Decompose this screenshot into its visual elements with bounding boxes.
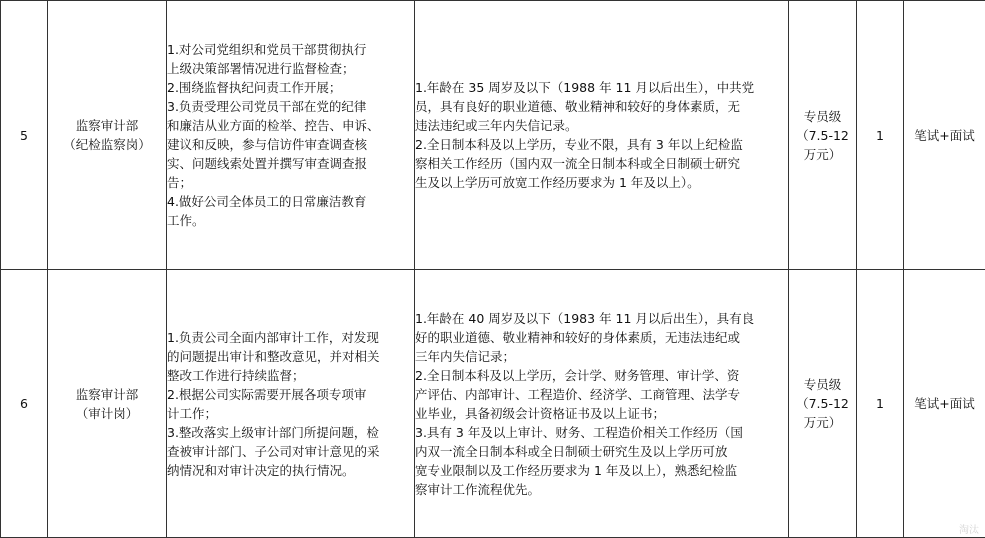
department-cell-line: 监察审计部 [48, 385, 166, 404]
method-cell: 笔试+面试 [904, 270, 985, 538]
requirements-cell-line: 2.全日制本科及以上学历，会计学、财务管理、审计学、资 [415, 366, 788, 385]
duties-cell-line: 2.根据公司实际需要开展各项专项审 [167, 385, 414, 404]
watermark: 淘汰 [959, 521, 979, 536]
duties-cell-line: 和廉洁从业方面的检举、控告、申诉、 [167, 116, 414, 135]
table-row [1, 1, 985, 270]
requirements-cell-line: 生及以上学历可放宽工作经历要求为 1 年及以上）。 [415, 173, 788, 192]
requirements-cell-line: 业毕业，具备初级会计资格证书及以上证书； [415, 404, 788, 423]
headcount-cell: 1 [857, 270, 904, 538]
requirements-cell-line: 1.年龄在 35 周岁及以下（1988 年 11 月以后出生），中共党 [415, 78, 788, 97]
duties-cell-line: 工作。 [167, 211, 414, 230]
department-cell-line: 监察审计部 [48, 116, 166, 135]
duties-cell [167, 270, 415, 538]
requirements-cell-line: 2.全日制本科及以上学历，专业不限，具有 3 年以上纪检监 [415, 135, 788, 154]
requirements-cell-line: 3.具有 3 年及以上审计、财务、工程造价相关工作经历（国 [415, 423, 788, 442]
requirements-cell [415, 1, 789, 270]
requirements-cell-line: 察相关工作经历（国内双一流全日制本科或全日制硕士研究 [415, 154, 788, 173]
level-cell-line: 万元） [789, 145, 856, 164]
department-cell-line: （审计岗） [48, 404, 166, 423]
duties-cell-line: 整改工作进行持续监督； [167, 366, 414, 385]
requirements-cell-line: 好的职业道德、敬业精神和较好的身体素质，无违法违纪或 [415, 328, 788, 347]
department-cell [48, 1, 167, 270]
duties-cell-line: 4.做好公司全体员工的日常廉洁教育 [167, 192, 414, 211]
duties-cell-line: 告； [167, 173, 414, 192]
table-body [1, 1, 985, 538]
requirements-cell-line: 察审计工作流程优先。 [415, 480, 788, 499]
level-cell-line: 专员级 [789, 375, 856, 394]
duties-cell-line: 上级决策部署情况进行监督检查； [167, 59, 414, 78]
department-cell-line: （纪检监察岗） [48, 135, 166, 154]
requirements-cell-line: 内双一流全日制本科或全日制硕士研究生及以上学历可放 [415, 442, 788, 461]
level-cell-line: （7.5-12 [789, 126, 856, 145]
requirements-cell-line: 违法违纪或三年内失信记录。 [415, 116, 788, 135]
method-cell: 笔试+面试 [904, 1, 985, 270]
duties-cell-line: 实、问题线索处置并撰写审查调查报 [167, 154, 414, 173]
duties-cell-line: 1.对公司党组织和党员干部贯彻执行 [167, 40, 414, 59]
duties-cell-line: 1.负责公司全面内部审计工作，对发现 [167, 328, 414, 347]
duties-cell-line: 计工作； [167, 404, 414, 423]
level-cell-line: （7.5-12 [789, 394, 856, 413]
duties-cell-line: 建议和反映，参与信访件审查调查核 [167, 135, 414, 154]
requirements-cell-line: 员，具有良好的职业道德、敬业精神和较好的身体素质，无 [415, 97, 788, 116]
duties-cell-line: 的问题提出审计和整改意见，并对相关 [167, 347, 414, 366]
headcount-cell: 1 [857, 1, 904, 270]
duties-cell-line: 3.负责受理公司党员干部在党的纪律 [167, 97, 414, 116]
duties-cell-line: 纳情况和对审计决定的执行情况。 [167, 461, 414, 480]
requirements-cell-line: 三年内失信记录； [415, 347, 788, 366]
duties-cell-line: 查被审计部门、子公司对审计意见的采 [167, 442, 414, 461]
level-cell-line: 专员级 [789, 107, 856, 126]
level-cell [789, 1, 857, 270]
row-number: 6 [1, 270, 48, 538]
row-number: 5 [1, 1, 48, 270]
table-row [1, 270, 985, 538]
requirements-cell-line: 产评估、内部审计、工程造价、经济学、工商管理、法学专 [415, 385, 788, 404]
level-cell [789, 270, 857, 538]
requirements-cell [415, 270, 789, 538]
requirements-cell-line: 宽专业限制以及工作经历要求为 1 年及以上），熟悉纪检监 [415, 461, 788, 480]
department-cell [48, 270, 167, 538]
duties-cell-line: 3.整改落实上级审计部门所提问题，检 [167, 423, 414, 442]
duties-cell [167, 1, 415, 270]
duties-cell-line: 2.围绕监督执纪问责工作开展； [167, 78, 414, 97]
level-cell-line: 万元） [789, 413, 856, 432]
requirements-cell-line: 1.年龄在 40 周岁及以下（1983 年 11 月以后出生），具有良 [415, 309, 788, 328]
